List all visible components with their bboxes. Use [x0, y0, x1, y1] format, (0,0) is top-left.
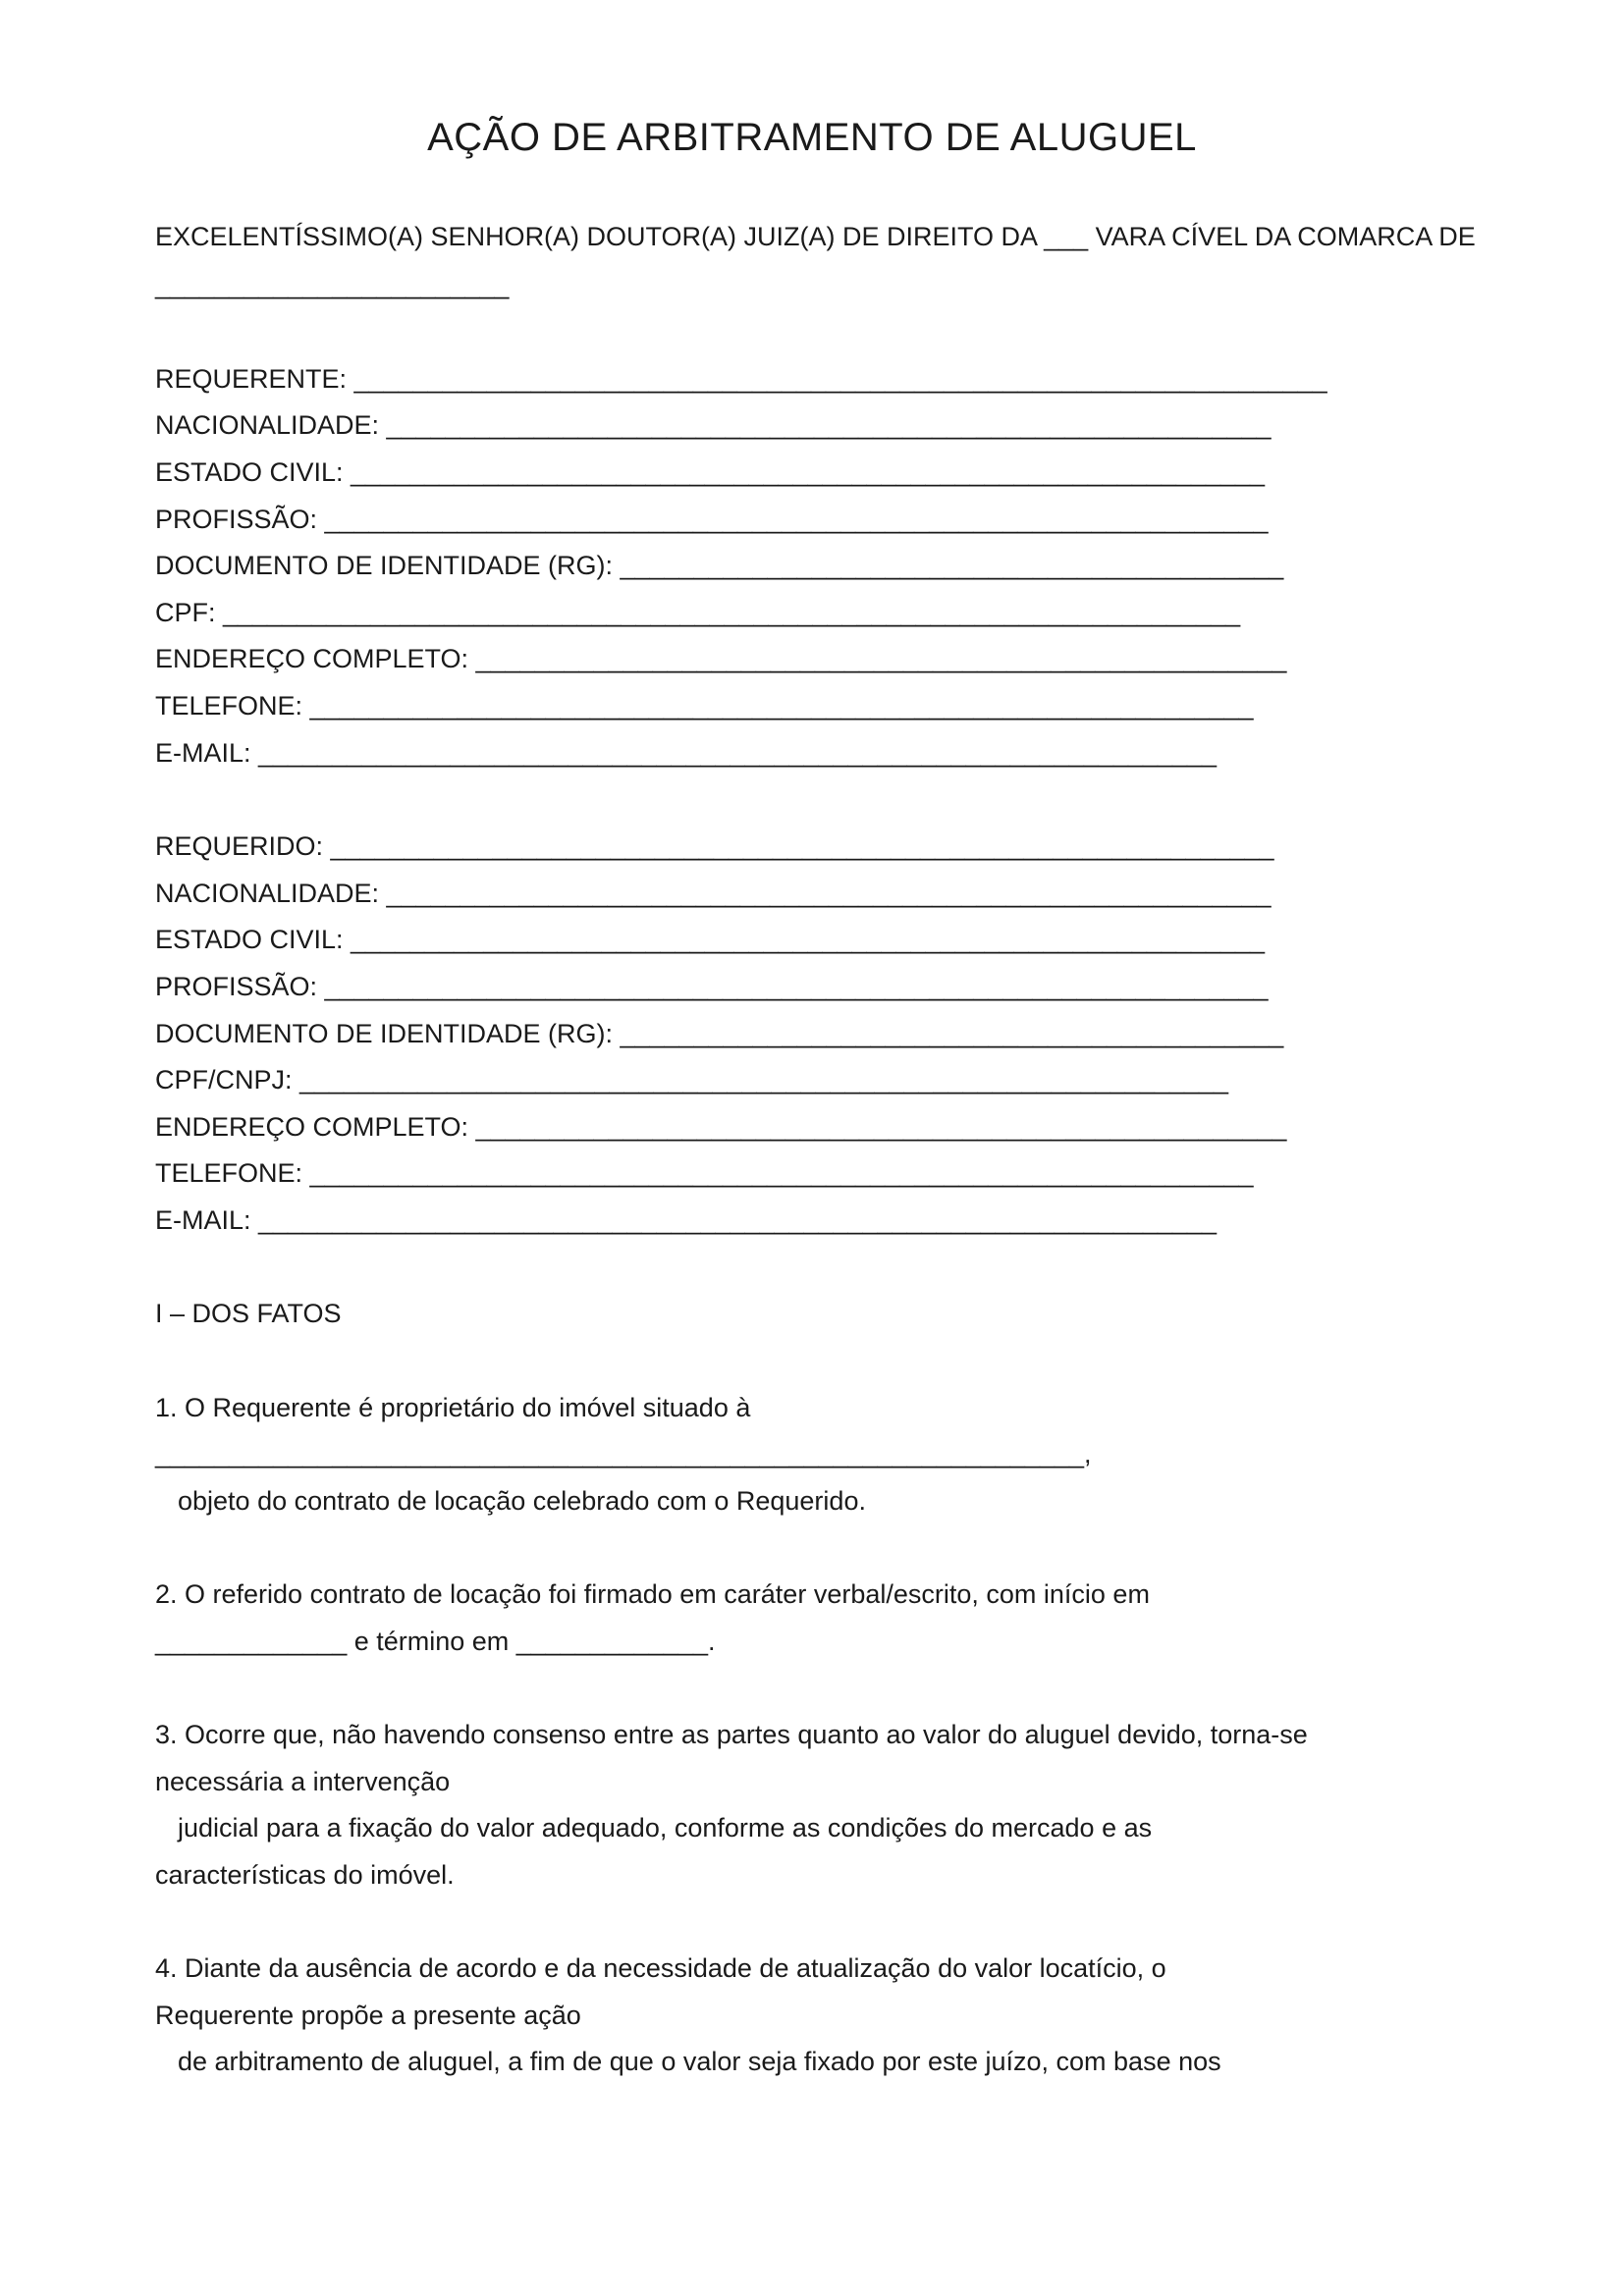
paragraph-3-line-4: características do imóvel.	[155, 1860, 455, 1890]
requerido-cpf-cnpj-field: CPF/CNPJ: _______________________________________________________________	[155, 1065, 1229, 1095]
document-title: AÇÃO DE ARBITRAMENTO DE ALUGUEL	[427, 116, 1197, 159]
requerente-email-field: E-MAIL: _________________________________________________________________	[155, 738, 1218, 768]
requerido-nacionalidade-field: NACIONALIDADE: ____________________________________________________________	[155, 879, 1272, 908]
requerido-rg-field: DOCUMENTO DE IDENTIDADE (RG): _____________________________________________	[155, 1019, 1284, 1048]
requerente-telefone-field: TELEFONE: ________________________________________________________________	[155, 691, 1254, 721]
paragraph-3-line-3: judicial para a fixação do valor adequado, conforme as condições do mercado e as	[178, 1813, 1153, 1842]
paragraph-3-line-1: 3. Ocorre que, não havendo consenso entre as partes quanto ao valor do aluguel devido, torna-se	[155, 1720, 1308, 1749]
requerido-telefone-field: TELEFONE: ________________________________________________________________	[155, 1158, 1254, 1188]
paragraph-2-line-2: _____________ e término em _____________.	[155, 1627, 716, 1656]
requerido-endereco-field: ENDEREÇO COMPLETO: _______________________________________________________	[155, 1112, 1287, 1142]
paragraph-4-line-2: Requerente propõe a presente ação	[155, 2001, 581, 2030]
requerente-endereco-field: ENDEREÇO COMPLETO: _______________________________________________________	[155, 644, 1287, 673]
requerente-rg-field: DOCUMENTO DE IDENTIDADE (RG): _____________________________________________	[155, 551, 1284, 580]
paragraph-1-line-3: objeto do contrato de locação celebrado com o Requerido.	[178, 1486, 866, 1516]
requerente-estado-civil-field: ESTADO CIVIL: ______________________________________________________________	[155, 457, 1266, 487]
paragraph-2-line-1: 2. O referido contrato de locação foi firmado em caráter verbal/escrito, com início em	[155, 1579, 1150, 1609]
paragraph-4-line-3: de arbitramento de aluguel, a fim de que o valor seja fixado por este juízo, com base nos	[178, 2047, 1221, 2076]
requerente-cpf-field: CPF: _____________________________________________________________________	[155, 598, 1241, 627]
paragraph-4-line-1: 4. Diante da ausência de acordo e da necessidade de atualização do valor locatício, o	[155, 1953, 1166, 1983]
requerido-profissao-field: PROFISSÃO: ________________________________________________________________	[155, 972, 1269, 1001]
requerido-estado-civil-field: ESTADO CIVIL: ______________________________________________________________	[155, 925, 1266, 954]
requerente-nacionalidade-field: NACIONALIDADE: ____________________________________________________________	[155, 410, 1272, 440]
requerente-field: REQUERENTE: __________________________________________________________________	[155, 364, 1327, 394]
addressee-line-2: ________________________	[155, 270, 510, 299]
addressee-line-1: EXCELENTÍSSIMO(A) SENHOR(A) DOUTOR(A) JUIZ(A) DE DIREITO DA ___ VARA CÍVEL DA COMARCA DE	[155, 222, 1476, 251]
requerente-profissao-field: PROFISSÃO: ________________________________________________________________	[155, 505, 1269, 534]
requerido-email-field: E-MAIL: _________________________________________________________________	[155, 1205, 1218, 1235]
paragraph-1-line-1: 1. O Requerente é proprietário do imóvel situado à	[155, 1393, 751, 1422]
paragraph-3-line-2: necessária a intervenção	[155, 1767, 451, 1796]
section-heading-fatos: I – DOS FATOS	[155, 1299, 342, 1328]
paragraph-1-line-2: _______________________________________________________________,	[155, 1439, 1092, 1468]
requerido-field: REQUERIDO: ________________________________________________________________	[155, 831, 1274, 861]
